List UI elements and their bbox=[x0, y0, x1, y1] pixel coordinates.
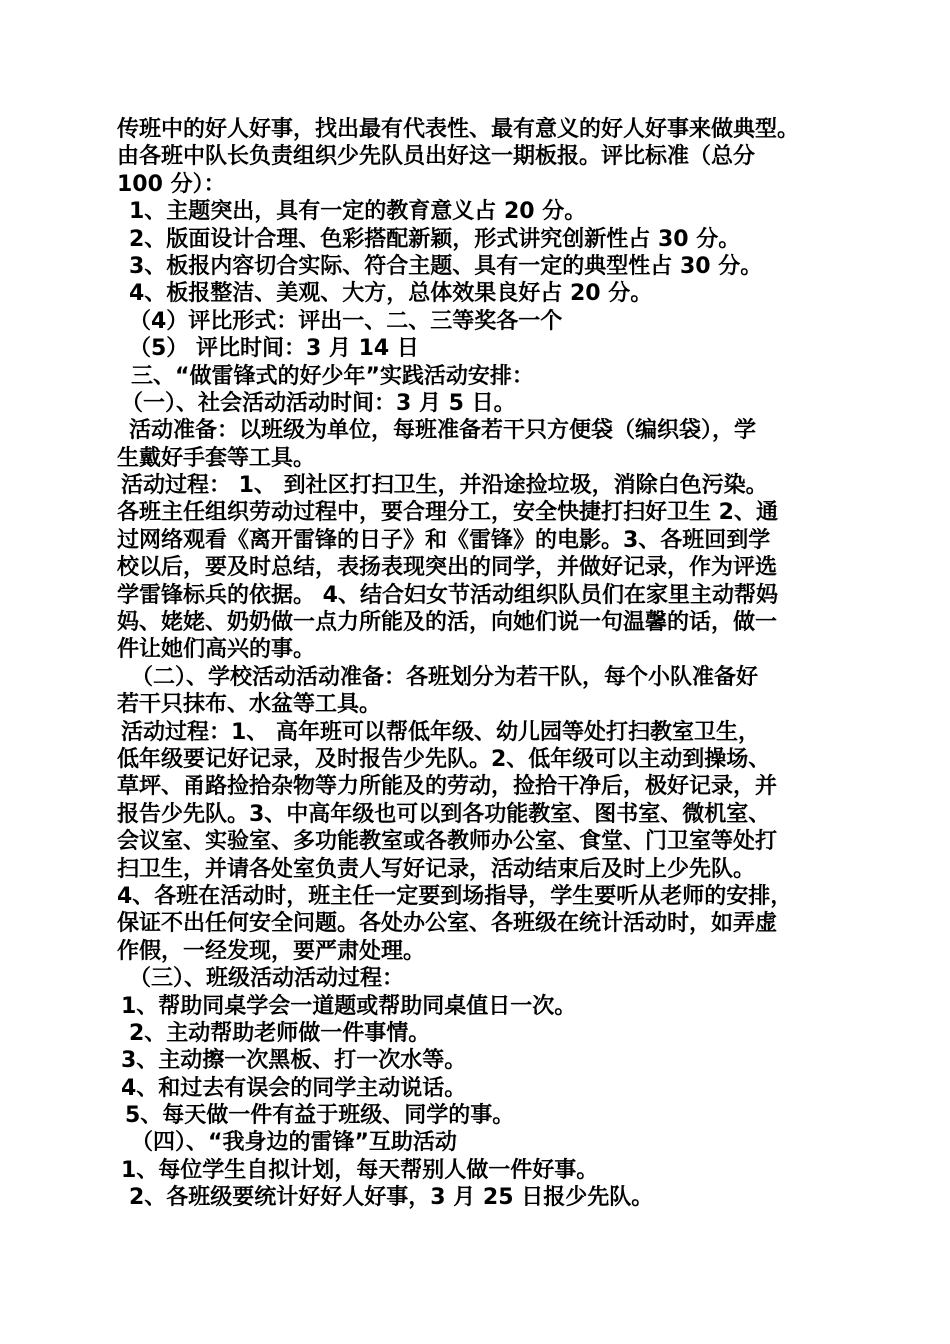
subsection-heading: （四）、“我身边的雷锋”互助活动 bbox=[131, 1130, 457, 1156]
text-line: 学雷锋标兵的依据。 4、结合妇女节活动组织队员们在家里主动帮妈 bbox=[117, 582, 778, 608]
text-line: 生戴好手套等工具。 bbox=[117, 445, 316, 471]
text-line: 作假，一经发现，要严肃处理。 bbox=[117, 938, 426, 964]
list-item: 3、主动擦一次黑板、打一次水等。 bbox=[121, 1048, 467, 1074]
text-line: 扫卫生，并请各处室负责人写好记录，活动结束后及时上少先队。 bbox=[117, 856, 756, 882]
text-line: 草坪、甬路捡拾杂物等力所能及的劳动，捡拾干净后，极好记录，并 bbox=[117, 774, 778, 800]
text-line: （5） 评比时间：3 月 14 日 bbox=[129, 336, 419, 362]
list-item: 4、和过去有误会的同学主动说话。 bbox=[121, 1075, 467, 1101]
text-line: 校以后，要及时总结，表扬表现突出的同学，并做好记录，作为评选 bbox=[117, 555, 778, 581]
text-line: 会议室、实验室、多功能教室或各教师办公室、食堂、门卫室等处打 bbox=[117, 829, 778, 855]
text-line: 由各班中队长负责组织少先队员出好这一期板报。评比标准（总分 bbox=[117, 144, 756, 170]
list-item: 2、各班级要统计好好人好事，3 月 25 日报少先队。 bbox=[129, 1185, 654, 1211]
document-body bbox=[117, 116, 845, 1212]
text-line: 保证不出任何安全问题。各处办公室、各班级在统计活动时，如弄虚 bbox=[117, 911, 778, 937]
text-line: 过网络观看《离开雷锋的日子》和《雷锋》的电影。3、各班回到学 bbox=[117, 527, 771, 553]
subsection-heading: （三）、班级活动活动过程： bbox=[129, 966, 405, 992]
subsection-heading: （一）、社会活动活动时间：3 月 5 日。 bbox=[121, 390, 516, 416]
text-line: 活动过程：1、 高年班可以帮低年级、幼儿园等处打扫教室卫生， bbox=[121, 719, 760, 745]
list-item: 1、主题突出，具有一定的教育意义占 20 分。 bbox=[129, 199, 587, 225]
text-line: 妈、姥姥、奶奶做一点力所能及的活，向她们说一句温馨的话，做一 bbox=[117, 610, 778, 636]
text-line: （4）评比形式：评出一、二、三等奖各一个 bbox=[129, 308, 563, 334]
text-line: 活动准备：以班级为单位，每班准备若干只方便袋（编织袋），学 bbox=[129, 418, 757, 444]
text-line: 低年级要记好记录，及时报告少先队。2、低年级可以主动到操场、 bbox=[117, 746, 771, 772]
text-line: 件让她们高兴的事。 bbox=[117, 637, 316, 663]
text-line: 100 分）： bbox=[117, 171, 226, 197]
text-line: 4、各班在活动时，班主任一定要到场指导，学生要听从老师的安排， bbox=[117, 883, 793, 909]
subsection-heading: （二）、学校活动活动准备：各班划分为若干队，每个小队准备好 bbox=[131, 664, 759, 690]
text-line: 活动过程： 1、 到社区打扫卫生，并沿途捡垃圾，消除白色污染。 bbox=[121, 473, 768, 499]
list-item: 1、每位学生自拟计划，每天帮别人做一件好事。 bbox=[121, 1157, 599, 1183]
text-line: 各班主任组织劳动过程中，要合理分工，安全快捷打扫好卫生 2、通 bbox=[117, 500, 778, 526]
list-item: 4、板报整洁、美观、大方，总体效果良好占 20 分。 bbox=[129, 281, 653, 307]
text-line: 传班中的好人好事，找出最有代表性、最有意义的好人好事来做典型。 bbox=[117, 117, 800, 142]
list-item: 3、板报内容切合实际、符合主题、具有一定的典型性占 30 分。 bbox=[129, 253, 763, 279]
list-item: 2、版面设计合理、色彩搭配新颖，形式讲究创新性占 30 分。 bbox=[129, 226, 741, 252]
section-heading: 三、“做雷锋式的好少年”实践活动安排： bbox=[131, 363, 534, 389]
text-line: 报告少先队。3、中高年级也可以到各功能教室、图书室、微机室、 bbox=[117, 801, 771, 827]
list-item: 1、帮助同桌学会一道题或帮助同桌值日一次。 bbox=[121, 993, 577, 1019]
list-item: 5、每天做一件有益于班级、同学的事。 bbox=[125, 1103, 515, 1129]
list-item: 2、主动帮助老师做一件事情。 bbox=[129, 1020, 431, 1046]
text-line: 若干只抹布、水盆等工具。 bbox=[117, 692, 382, 718]
